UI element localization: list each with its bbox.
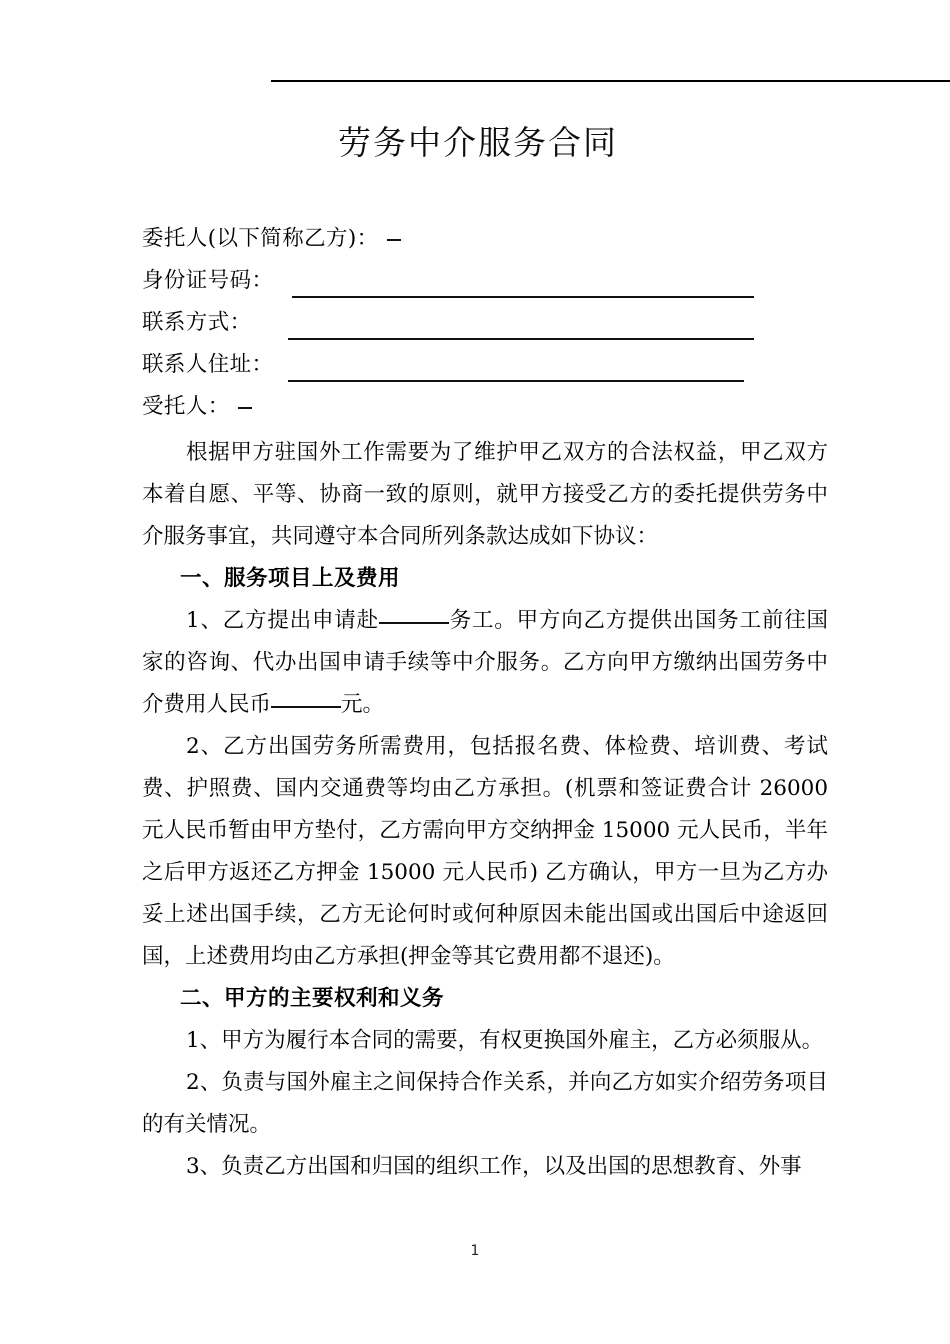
clause-1-1 — [142, 600, 828, 726]
form-row-trustee — [142, 390, 902, 432]
header-rule — [271, 80, 950, 82]
clause-2-3: 3、负责乙方出国和归国的组织工作，以及出国的思想教育、外事 — [186, 1154, 802, 1179]
clause-2-2: 2、负责与国外雇主之间保持合作关系，并向乙方如实介绍劳务项目的有关情况。 — [142, 1070, 828, 1137]
preamble-paragraph: 根据甲方驻国外工作需要为了维护甲乙双方的合法权益，甲乙双方本着自愿、平等、协商一致的原则，就甲方接受乙方的委托提供劳务中介服务事宜，共同遵守本合同所列条款达成如下协议： — [142, 440, 828, 549]
form-row-id-number — [142, 264, 902, 306]
section-heading-one: 一、服务项目上及费用 — [180, 566, 401, 591]
form-stub-trustee[interactable] — [238, 407, 252, 409]
party-information-form — [142, 222, 902, 432]
form-blank-contact[interactable] — [288, 338, 754, 340]
clause-2-1: 1、甲方为履行本合同的需要，有权更换国外雇主，乙方必须服从。 — [186, 1028, 824, 1053]
clause-1-2: 2、乙方出国劳务所需费用，包括报名费、体检费、培训费、考试费、护照费、国内交通费等均由乙方承担。(机票和签证费合计 26000 元人民币暂由甲方垫付，乙方需向甲方交纳押金 15000 元人民币，半年之后甲方返还乙方押金 15000 元人民币) 乙方确认，甲方一旦为乙方办妥上述出国手续，乙方无论何时或何种原因未能出国或出国后中途返回国，上述费用均由乙方承担(押金等其它费用都不退还)。 — [142, 734, 828, 969]
form-row-client — [142, 222, 902, 264]
form-stub-client[interactable] — [387, 239, 401, 241]
section-heading-two: 二、甲方的主要权利和义务 — [180, 986, 445, 1011]
clause-1-1-text-a: 1、乙方提出申请赴 — [186, 608, 379, 633]
form-blank-id-number[interactable] — [292, 296, 754, 298]
form-row-contact — [142, 306, 902, 348]
clause-1-1-text-c: 元。 — [341, 692, 385, 717]
form-label-address: 联系人住址： — [142, 352, 274, 377]
clause-1-1-blank-country[interactable] — [379, 622, 449, 624]
form-label-client: 委托人(以下简称乙方)： — [142, 226, 379, 251]
page-title: 劳务中介服务合同 — [338, 123, 618, 162]
form-label-contact: 联系方式： — [142, 310, 252, 335]
form-blank-address[interactable] — [288, 380, 744, 382]
form-label-trustee: 受托人： — [142, 394, 230, 419]
contract-body — [142, 432, 828, 1188]
clause-1-1-blank-amount[interactable] — [271, 706, 341, 708]
form-label-id-number: 身份证号码： — [142, 268, 274, 293]
clause-1-1-text-b: 务工。甲方向乙方提供出国务工前往国家的咨询、代办出国申请手续等中介服务。乙方向甲方缴纳出国劳务中介费用人民币 — [142, 608, 828, 717]
form-row-address — [142, 348, 902, 390]
page-number: 1 — [470, 1243, 480, 1259]
